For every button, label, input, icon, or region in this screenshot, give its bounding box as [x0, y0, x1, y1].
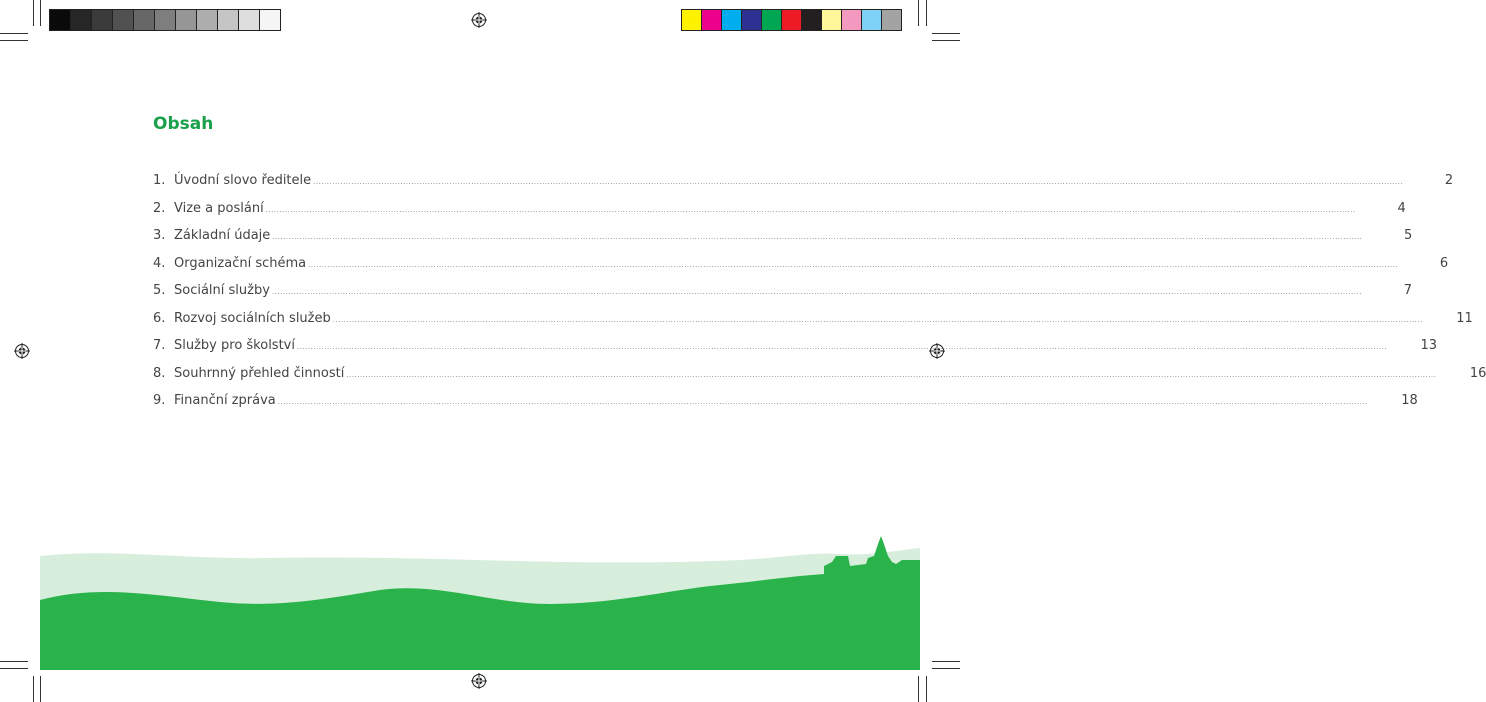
table-of-contents	[153, 173, 1486, 421]
toc-leader: ................................................................................................................................................................................................................................................................................................................................................................................................................	[277, 398, 1368, 406]
toc-number: 6.	[153, 310, 166, 326]
toc-number: 5.	[153, 283, 166, 298]
toc-item[interactable]	[153, 283, 1412, 311]
crop-mark	[932, 33, 960, 34]
toc-number: 9.	[153, 393, 166, 408]
toc-number: 2.	[153, 200, 166, 216]
toc-number: 3.	[153, 228, 166, 243]
registration-mark-icon	[14, 343, 30, 359]
crop-mark	[932, 661, 960, 662]
toc-label: Sociální služby	[174, 283, 270, 298]
toc-number: 8.	[153, 365, 166, 381]
crop-mark	[918, 0, 919, 26]
toc-leader: ................................................................................................................................................................................................................................................................................................................................................................................................................	[296, 343, 1388, 351]
crop-mark	[932, 40, 960, 41]
page-title: Obsah	[153, 114, 214, 134]
crop-mark	[918, 676, 919, 702]
grey-swatch	[260, 10, 280, 30]
toc-page-number: 5	[1404, 228, 1413, 243]
toc-label: Organizační schéma	[174, 255, 307, 271]
toc-item[interactable]	[153, 310, 1473, 339]
landscape-illustration	[40, 538, 920, 674]
color-swatch	[762, 10, 782, 30]
toc-page-number: 16	[1469, 365, 1486, 381]
crop-mark	[33, 0, 34, 26]
crop-mark	[0, 33, 28, 34]
toc-item[interactable]	[153, 228, 1413, 256]
toc-page-number: 6	[1439, 255, 1449, 271]
registration-mark-icon	[471, 12, 487, 28]
crop-mark	[0, 668, 28, 669]
color-swatch	[722, 10, 742, 30]
toc-leader: ................................................................................................................................................................................................................................................................................................................................................................................................................	[272, 233, 1363, 241]
toc-leader: ................................................................................................................................................................................................................................................................................................................................................................................................................	[265, 205, 1356, 214]
crop-mark	[0, 40, 28, 41]
grey-swatch	[50, 10, 71, 30]
toc-page-number: 18	[1401, 393, 1418, 408]
color-swatch	[822, 10, 842, 30]
toc-leader: ................................................................................................................................................................................................................................................................................................................................................................................................................	[308, 260, 1399, 269]
grey-swatch	[176, 10, 197, 30]
color-swatch	[802, 10, 822, 30]
crop-mark	[33, 676, 34, 702]
crop-mark	[40, 676, 41, 702]
color-swatch	[782, 10, 802, 30]
crop-mark	[932, 668, 960, 669]
toc-item[interactable]	[153, 365, 1486, 394]
toc-label: Úvodní slovo ředitele	[174, 173, 312, 188]
toc-page-number: 4	[1397, 200, 1406, 216]
toc-page-number: 11	[1456, 310, 1473, 326]
grey-swatch	[92, 10, 113, 30]
crop-mark	[0, 661, 28, 662]
toc-leader: ................................................................................................................................................................................................................................................................................................................................................................................................................	[346, 370, 1437, 379]
crop-mark	[926, 0, 927, 26]
grey-swatch	[71, 10, 92, 30]
toc-item[interactable]	[153, 200, 1406, 229]
toc-item[interactable]	[153, 393, 1418, 421]
toc-leader: ................................................................................................................................................................................................................................................................................................................................................................................................................	[271, 288, 1362, 296]
toc-page-number: 13	[1420, 338, 1438, 353]
toc-label: Rozvoj sociálních služeb	[174, 310, 331, 326]
color-swatch	[842, 10, 862, 30]
grey-swatch	[218, 10, 239, 30]
toc-leader: ................................................................................................................................................................................................................................................................................................................................................................................................................	[313, 178, 1404, 186]
color-calibration-bar	[681, 9, 902, 31]
grey-swatch	[134, 10, 155, 30]
color-swatch	[862, 10, 882, 30]
toc-item[interactable]	[153, 338, 1438, 366]
grey-calibration-bar	[49, 9, 281, 31]
grey-swatch	[197, 10, 218, 30]
registration-mark-icon	[471, 673, 487, 689]
toc-label: Služby pro školství	[174, 338, 295, 353]
toc-label: Finanční zpráva	[174, 393, 276, 408]
grey-swatch	[113, 10, 134, 30]
toc-number: 1.	[153, 173, 166, 188]
toc-number: 7.	[153, 338, 166, 353]
color-swatch	[742, 10, 762, 30]
toc-leader: ................................................................................................................................................................................................................................................................................................................................................................................................................	[332, 315, 1423, 324]
grey-swatch	[155, 10, 176, 30]
toc-label: Souhrnný přehled činností	[174, 365, 345, 381]
toc-label: Vize a poslání	[174, 200, 264, 216]
crop-mark	[926, 676, 927, 702]
crop-mark	[40, 0, 41, 26]
toc-item[interactable]	[153, 255, 1449, 284]
toc-page-number: 7	[1403, 283, 1412, 298]
toc-page-number: 2	[1444, 173, 1454, 188]
grey-swatch	[239, 10, 260, 30]
toc-item[interactable]	[153, 173, 1454, 201]
color-swatch	[682, 10, 702, 30]
color-swatch	[882, 10, 901, 30]
color-swatch	[702, 10, 722, 30]
toc-label: Základní údaje	[174, 228, 271, 243]
toc-number: 4.	[153, 255, 166, 271]
